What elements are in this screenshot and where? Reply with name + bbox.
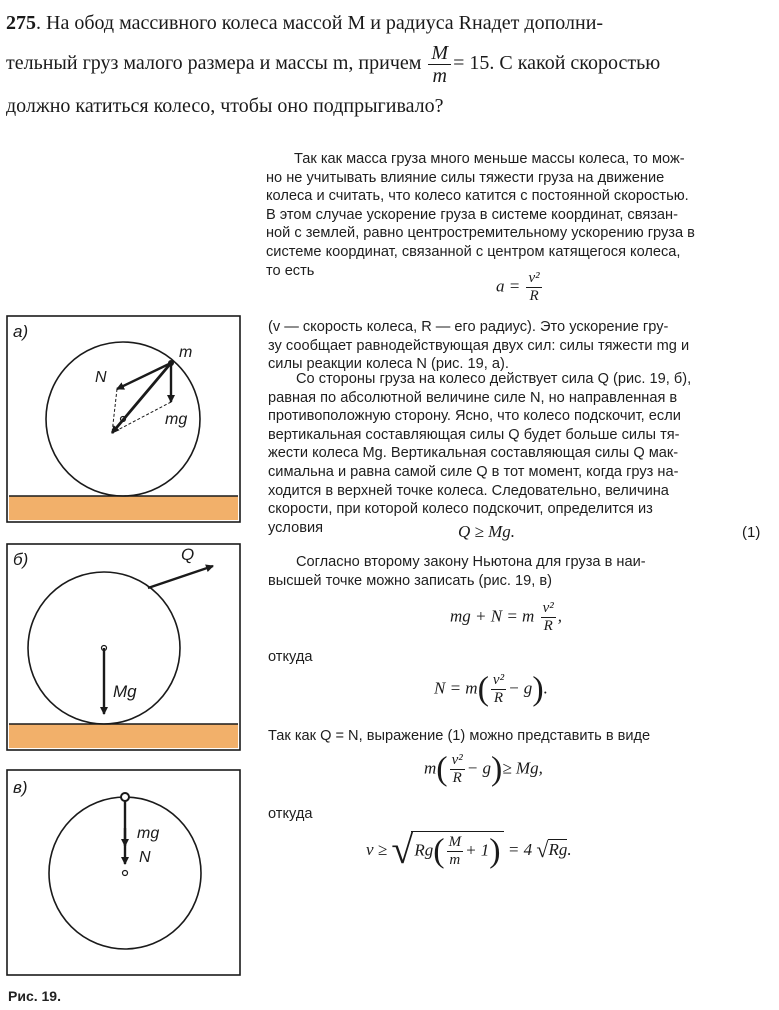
formula-reaction-force: N = m( $\frac{\text{v²}}{R}$ − g). <box>434 670 548 708</box>
word-otkuda-1: откуда <box>268 649 313 665</box>
panel-c-load <box>121 793 129 801</box>
problem-line-2: тельный груз малого размера и массы m, причем $\frac{M}{m}$ = 15. С какой скоростью <box>6 42 661 87</box>
panel-c-label-N: N <box>139 849 151 866</box>
solution-paragraph-4: Согласно второму закону Ньютона для груза в наи- высшей точке можно записать (рис. 19, в) <box>268 554 646 589</box>
figure-caption: Рис. 19. <box>8 988 61 1004</box>
solution-paragraph-1: Так как масса груза много меньше массы колеса, то мож- но не учитывать влияние силы тяжести груза на движение колеса и считать, что колесо катится с постоянной скоростью. В этом случае ускорение груза в системе координат, связан- ной с землей, равно центростремительному ускорению груза в системе координат, связанной с центром катящегося колеса, то есть <box>266 151 695 279</box>
formula-condition: Q ≥ Mg. <box>458 522 516 541</box>
formula-newton: mg + N = m $\frac{\text{v²}}{R}$ , <box>450 600 562 634</box>
panel-a-label-mg: mg <box>165 411 188 428</box>
problem-line-1: 275. На обод массивного колеса массой M и радиуса Rнадет дополни- <box>6 12 604 34</box>
panel-b-label-Mg: Mg <box>113 682 137 701</box>
panel-a-label-m: m <box>179 344 193 361</box>
equation-number: (1) <box>742 524 761 541</box>
panel-a-floor <box>9 496 238 520</box>
panel-a-arrow-resultant <box>112 363 171 433</box>
panel-a-arrow-N <box>117 363 171 389</box>
figure-19 <box>0 300 250 990</box>
problem-number: 275 <box>6 12 36 34</box>
panel-c-label-mg: mg <box>137 825 160 842</box>
panel-b-floor <box>9 724 238 748</box>
panel-b-label-Q: Q <box>181 545 195 564</box>
problem-statement <box>6 4 776 125</box>
formula-final-speed: v ≥ √Rg( $\frac{M}{m}$ + 1) = 4 √Rg. <box>366 827 572 872</box>
panel-c-center <box>123 871 128 876</box>
solution-paragraph-2: (v — скорость колеса, R — его радиус). Это ускорение гру- зу сообщает равнодействующая двух сил: силы тяжести mg и силы реакции колеса N (рис. 19, а). <box>268 319 690 373</box>
panel-b-arrow-Q <box>148 566 213 588</box>
panel-b-label: б) <box>13 550 29 569</box>
solution-paragraph-5: Так как Q = N, выражение (1) можно представить в виде <box>268 728 651 744</box>
word-otkuda-2: откуда <box>268 806 313 822</box>
figure-panel-b <box>7 544 240 750</box>
problem-line-3: должно катиться колесо, чтобы оно подпрыгивало? <box>6 95 444 117</box>
panel-a-label-N: N <box>95 369 107 386</box>
panel-a-label: а) <box>13 322 29 341</box>
figure-panel-a <box>7 316 240 522</box>
panel-c-label: в) <box>13 778 28 797</box>
solution-paragraph-3: Со стороны груза на колесо действует сила Q (рис. 19, б), равная по абсолютной величине силе N, но направленная в противоположную сторону. Ясно, что колесо подскочит, если вертикальная составляющая силы Q будет больше силы тя- жести колеса Mg. Вертикальная составляющая силы Q мак- симальна и равна самой силе Q в тот момент, когда груз на- ходится в верхней точке колеса. Следовательно, величина скорости, при которой колесо подскочит, определится из условия <box>268 371 692 536</box>
formula-inequality: m( $\frac{\text{v²}}{R}$ − g)≥ Mg, <box>424 750 543 788</box>
mass-ratio: $\frac{M}{m}$ <box>428 42 451 87</box>
formula-acceleration: a = $\frac{\text{v²}}{R}$ <box>496 270 540 304</box>
figure-panel-c <box>7 770 240 975</box>
